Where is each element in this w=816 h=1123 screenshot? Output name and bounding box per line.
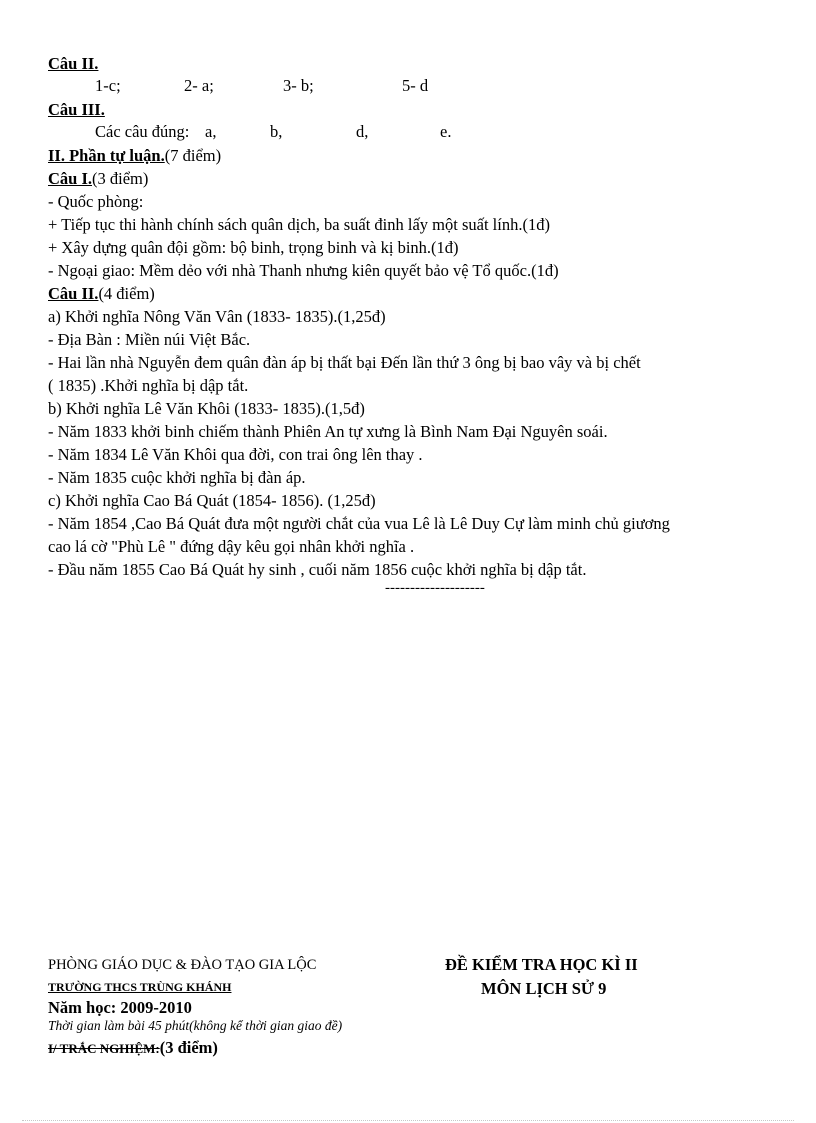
cau3-answer-3: d, [356,122,369,141]
q1-points: (3 điểm) [92,169,149,188]
q2-line-8: - Năm 1835 cuộc khởi nghĩa bị đàn áp. [48,468,306,487]
essay-heading-points: (7 điểm) [164,146,222,165]
cau2-answer-2: 2- a; [184,76,214,95]
q1-line-2: + Tiếp tục thi hành chính sách quân dịch, ba suất đinh lấy một suất lính.(1đ) [48,215,550,234]
cau3-answer-1: a, [205,122,217,141]
q2-points: (4 điểm) [98,284,155,303]
separator: -------------------- [385,580,485,596]
q2-line-5: b) Khởi nghĩa Lê Văn Khôi (1833- 1835).(1,5đ) [48,399,365,418]
q1-line-3: + Xây dựng quân đội gồm: bộ binh, trọng binh và kị binh.(1đ) [48,238,459,257]
exam-title: ĐỀ KIỂM TRA HỌC KÌ II [445,955,638,974]
q2-line-7: - Năm 1834 Lê Văn Khôi qua đời, con trai ông lên thay . [48,445,423,464]
school-name: TRƯỜNG THCS TRÙNG KHÁNH [48,980,232,994]
cau2-answer-3: 3- b; [283,76,314,95]
q1-line-4: - Ngoại giao: Mềm dẻo với nhà Thanh nhưng kiên quyết bảo vệ Tổ quốc.(1đ) [48,261,559,280]
cau2-heading: Câu II. [48,54,99,73]
school-year: Năm học: 2009-2010 [48,998,192,1017]
q2-line-4: ( 1835) .Khởi nghĩa bị dập tắt. [48,376,249,395]
cau3-answer-2: b, [270,122,283,141]
q2-line-12: - Đầu năm 1855 Cao Bá Quát hy sinh , cuối năm 1856 cuộc khởi nghĩa bị dập tắt. [48,560,587,579]
cau3-answer-4: e. [440,122,452,141]
cau2-answer-4: 5- d [402,76,429,95]
q2-line-11: cao lá cờ "Phù Lê " đứng dậy kêu gọi nhân khởi nghĩa . [48,537,415,556]
q2-heading: Câu II. [48,284,99,303]
section-points: (3 điểm) [159,1038,218,1057]
q1-heading: Câu I. [48,169,93,188]
cau3-heading: Câu III. [48,100,105,119]
cau2-answer-1: 1-c; [95,76,121,95]
department-name: PHÒNG GIÁO DỤC & ĐÀO TẠO GIA LỘC [48,957,317,973]
page-bottom-divider [22,1120,794,1121]
q2-line-10: - Năm 1854 ,Cao Bá Quát đưa một người chắt của vua Lê là Lê Duy Cự làm minh chủ giương [48,514,670,533]
q2-line-2: - Địa Bàn : Miền núi Việt Bắc. [48,330,251,349]
q2-line-1: a) Khởi nghĩa Nông Văn Vân (1833- 1835).(1,25đ) [48,307,386,326]
essay-heading: II. Phần tự luận. [48,146,165,165]
q1-heading-line [48,168,148,190]
essay-heading-line [48,145,221,167]
section-title: I/ TRẮC NGHIỆM: [48,1041,160,1056]
q2-line-9: c) Khởi nghĩa Cao Bá Quát (1854- 1856). (1,25đ) [48,491,376,510]
q2-heading-line [48,283,155,305]
q2-line-3: - Hai lần nhà Nguyễn đem quân đàn áp bị thất bại Đến lần thứ 3 ông bị bao vây và bị chết [48,353,641,372]
exam-duration: Thời gian làm bài 45 phút(không kể thời gian giao đề) [48,1018,343,1033]
q2-line-6: - Năm 1833 khởi binh chiếm thành Phiên An tự xưng là Bình Nam Đại Nguyên soái. [48,422,608,441]
exam-subject: MÔN LỊCH SỬ 9 [481,979,607,998]
q1-line-1: - Quốc phòng: [48,192,144,211]
cau3-prefix: Các câu đúng: [95,122,190,141]
section-title-line [48,1038,218,1058]
